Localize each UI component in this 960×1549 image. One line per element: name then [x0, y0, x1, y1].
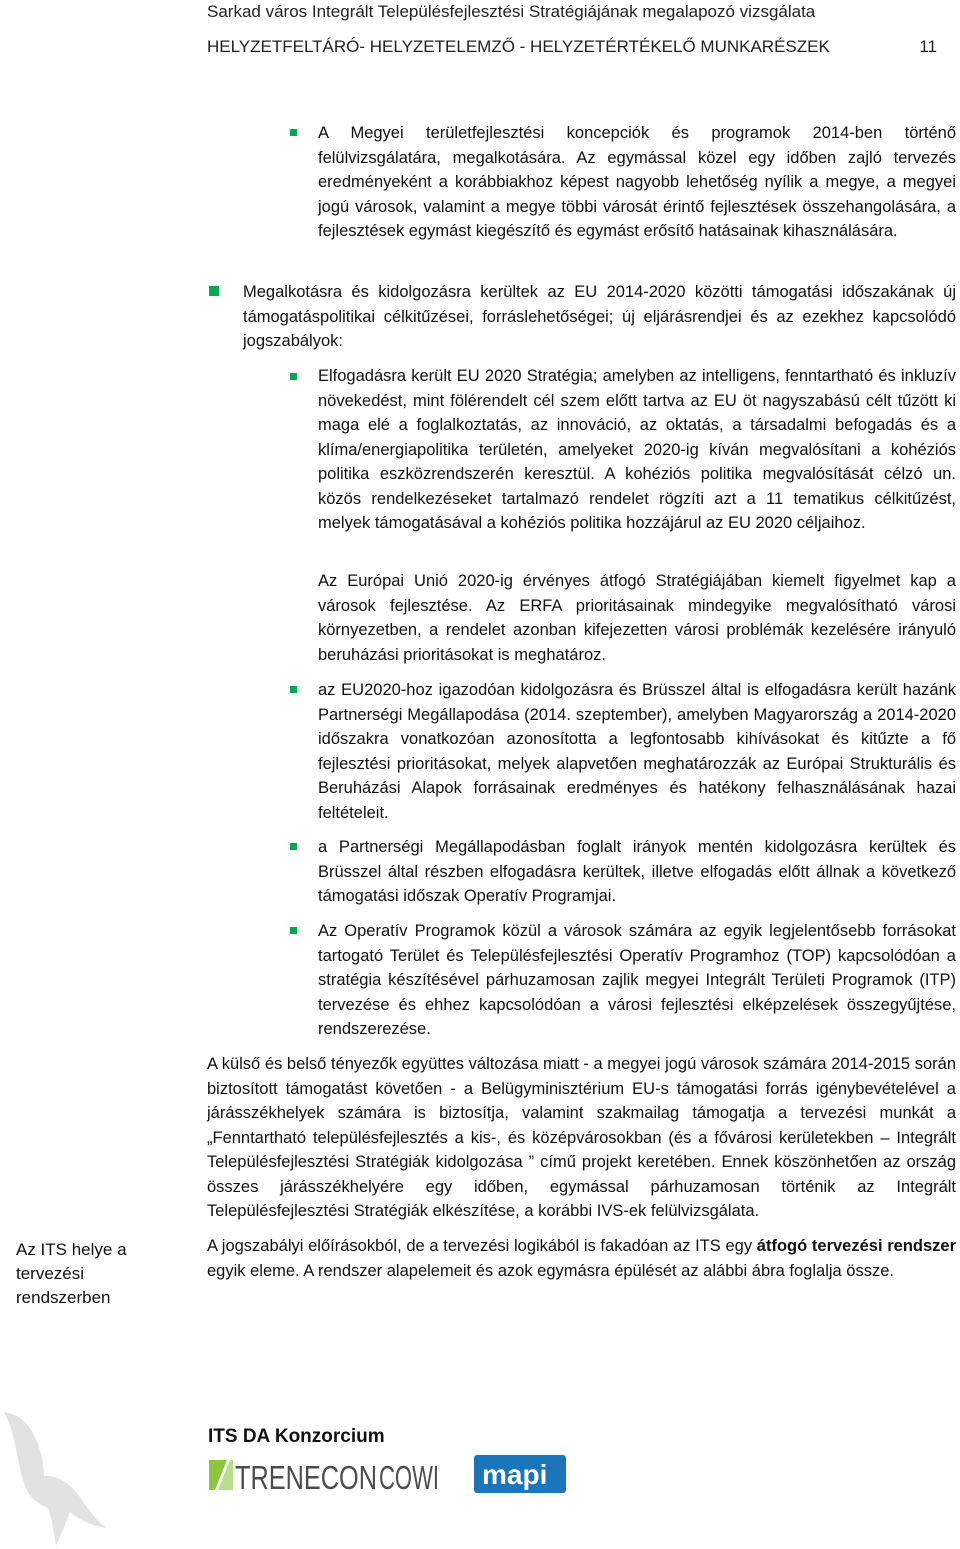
bullet-icon: [290, 373, 297, 380]
trenecon-logo-text: TRENECON: [235, 1459, 377, 1494]
cowi-logo-text: COWI: [379, 1459, 439, 1494]
bullet-icon: [209, 286, 219, 296]
paragraph-planning-system-text-b: egyik eleme. A rendszer alapelemeit és azok egymásra épülését az alábbi ábra foglalja össze.: [207, 1261, 894, 1280]
margin-note: Az ITS helye a tervezési rendszerben: [16, 1240, 127, 1307]
bullet-icon: [290, 686, 297, 693]
sub-bullet-operative-programs: a Partnerségi Megállapodásban foglalt irányok mentén kidolgozásra kerültek és Brüsszel által részben elfogadásra kerültek, illetve elfogadás előtt állnak a következő támogatási időszak Operatív Programjai.: [318, 838, 956, 905]
header-section-title: [207, 35, 947, 59]
mapi-logo-text: mapi: [482, 1459, 548, 1490]
header-document-title: Sarkad város Integrált Településfejlesztési Stratégiájának megalapozó vizsgálata: [207, 2, 816, 21]
paragraph-planning-system-bold: átfogó tervezési rendszer: [756, 1237, 956, 1255]
mapi-logo: [474, 1455, 566, 1493]
main-bullet-eu-policy: Megalkotásra és kidolgozásra kerültek az EU 2014-2020 közötti támogatási időszakának új támogatáspolitikai célkitűzései, forráslehetőségei; új eljárásrendjei és az ezekhez kapcsolódó jogszabályok:: [243, 283, 956, 350]
header-section-label: HELYZETFELTÁRÓ- HELYZETELEMZŐ - HELYZETÉRTÉKELŐ MUNKARÉSZEK: [207, 37, 830, 56]
page-number: 11: [919, 37, 937, 56]
sub-bullet-county-concepts: A Megyei területfejlesztési koncepciók és programok 2014-ben történő felülvizsgálatára, megalkotására. Az egymással közel egy időben zajló tervezés eredményeként a korábbiakhoz képest nagyobb lehetőség nyílik a megye, a megyei jogú városok, valamint a megye többi városát érintő fejlesztések összehangolására, a fejlesztések egymást kiegészítő és egymást erősítő hatásainak kihasználására.: [318, 124, 956, 240]
trenecon-cowi-logo: [209, 1456, 441, 1494]
sub-bullet-partnership-agreement: az EU2020-hoz igazodóan kidolgozásra és Brüsszel által is elfogadásra került hazánk Partnerségi Megállapodása (2014. szeptember), amelyben Magyarország a 2014-2020 időszakra vonatkozóan azonosította a legfontosabb kihívásokat és kitűzte a fő fejlesztési prioritásokat, melyek alapvetően meghatározzák az Európai Strukturális és Beruházási Alapok forrásainak eredményes és hatékony felhasználásának hazai feltételeit.: [318, 681, 956, 822]
bullet-icon: [290, 843, 297, 850]
paragraph-eu-urban-development: Az Európai Unió 2020-ig érvényes átfogó Stratégiájában kiemelt figyelmet kap a városok fejlesztése. Az ERFA prioritásainak mindegyike megvalósítható városi környezetben, a rendelet azonban kifejezetten városi problémák kezelésére irányuló beruházási prioritásokat is meghatároz.: [318, 572, 956, 664]
bullet-icon: [290, 129, 297, 136]
sub-bullet-eu2020-strategy: Elfogadásra került EU 2020 Stratégia; amelyben az intelligens, fenntartható és inkluzív növekedést, mint fölérendelt cél szem előtt tartva az EU öt nagyszabású célt tűzött ki maga elé a foglalkoztatás, az innováció, az oktatás, a társadalmi befogadás és a klíma/energiapolitika területén, amelyeket 2020-ig kíván megvalósítani a kohéziós politika eszközrendszerén keresztül. A kohéziós politika megvalósítását célzó un. közös rendelkezéseket tartalmazó rendelet rögzíti azt a 11 tematikus célkitűzést, melyek támogatásával a kohéziós politika hozzájárul az EU 2020 céljaihoz.: [318, 367, 956, 532]
sub-bullet-top-itp: Az Operatív Programok közül a városok számára az egyik legjelentősebb forrásokat tartogató Terület és Településfejlesztési Operatív Programhoz (TOP) kapcsolódóan a stratégia készítésével párhuzamosan zajlik megyei Integrált Területi Programok (ITP) tervezése és ehhez kapcsolódóan a városi fejlesztési elképzelések összegyűjtése, rendszerezése.: [318, 922, 956, 1038]
paragraph-planning-system: [207, 1234, 956, 1283]
footer-consortium-title: ITS DA Konzorcium: [208, 1426, 385, 1447]
paragraph-ministry-support: A külső és belső tényezők együttes változása miatt - a megyei jogú városok számára 2014-2015 során biztosított támogatást követően - a Belügyminisztérium EU-s támogatási forrás igénybevételével a járásszékhelyek számára is biztosítja, valamint szakmailag támogatja a tervezési munkát a „Fenntartható településfejlesztés a kis-, és középvárosokban (és a fővárosi kerületekben – Integrált Településfejlesztési Stratégiák kidolgozása ” című projekt keretében. Ennek köszönhetően az ország összes járásszékhelyére egy időben, egymással párhuzamosan történik az Integrált Településfejlesztési Stratégiák elkészítése, a korábbi IVS-ek felülvizsgálata.: [207, 1055, 956, 1220]
bullet-icon: [290, 927, 297, 934]
paragraph-planning-system-text-a: A jogszabályi előírásokból, de a tervezési logikából is fakadóan az ITS egy: [207, 1237, 757, 1255]
bird-watermark-icon: [0, 1404, 110, 1549]
